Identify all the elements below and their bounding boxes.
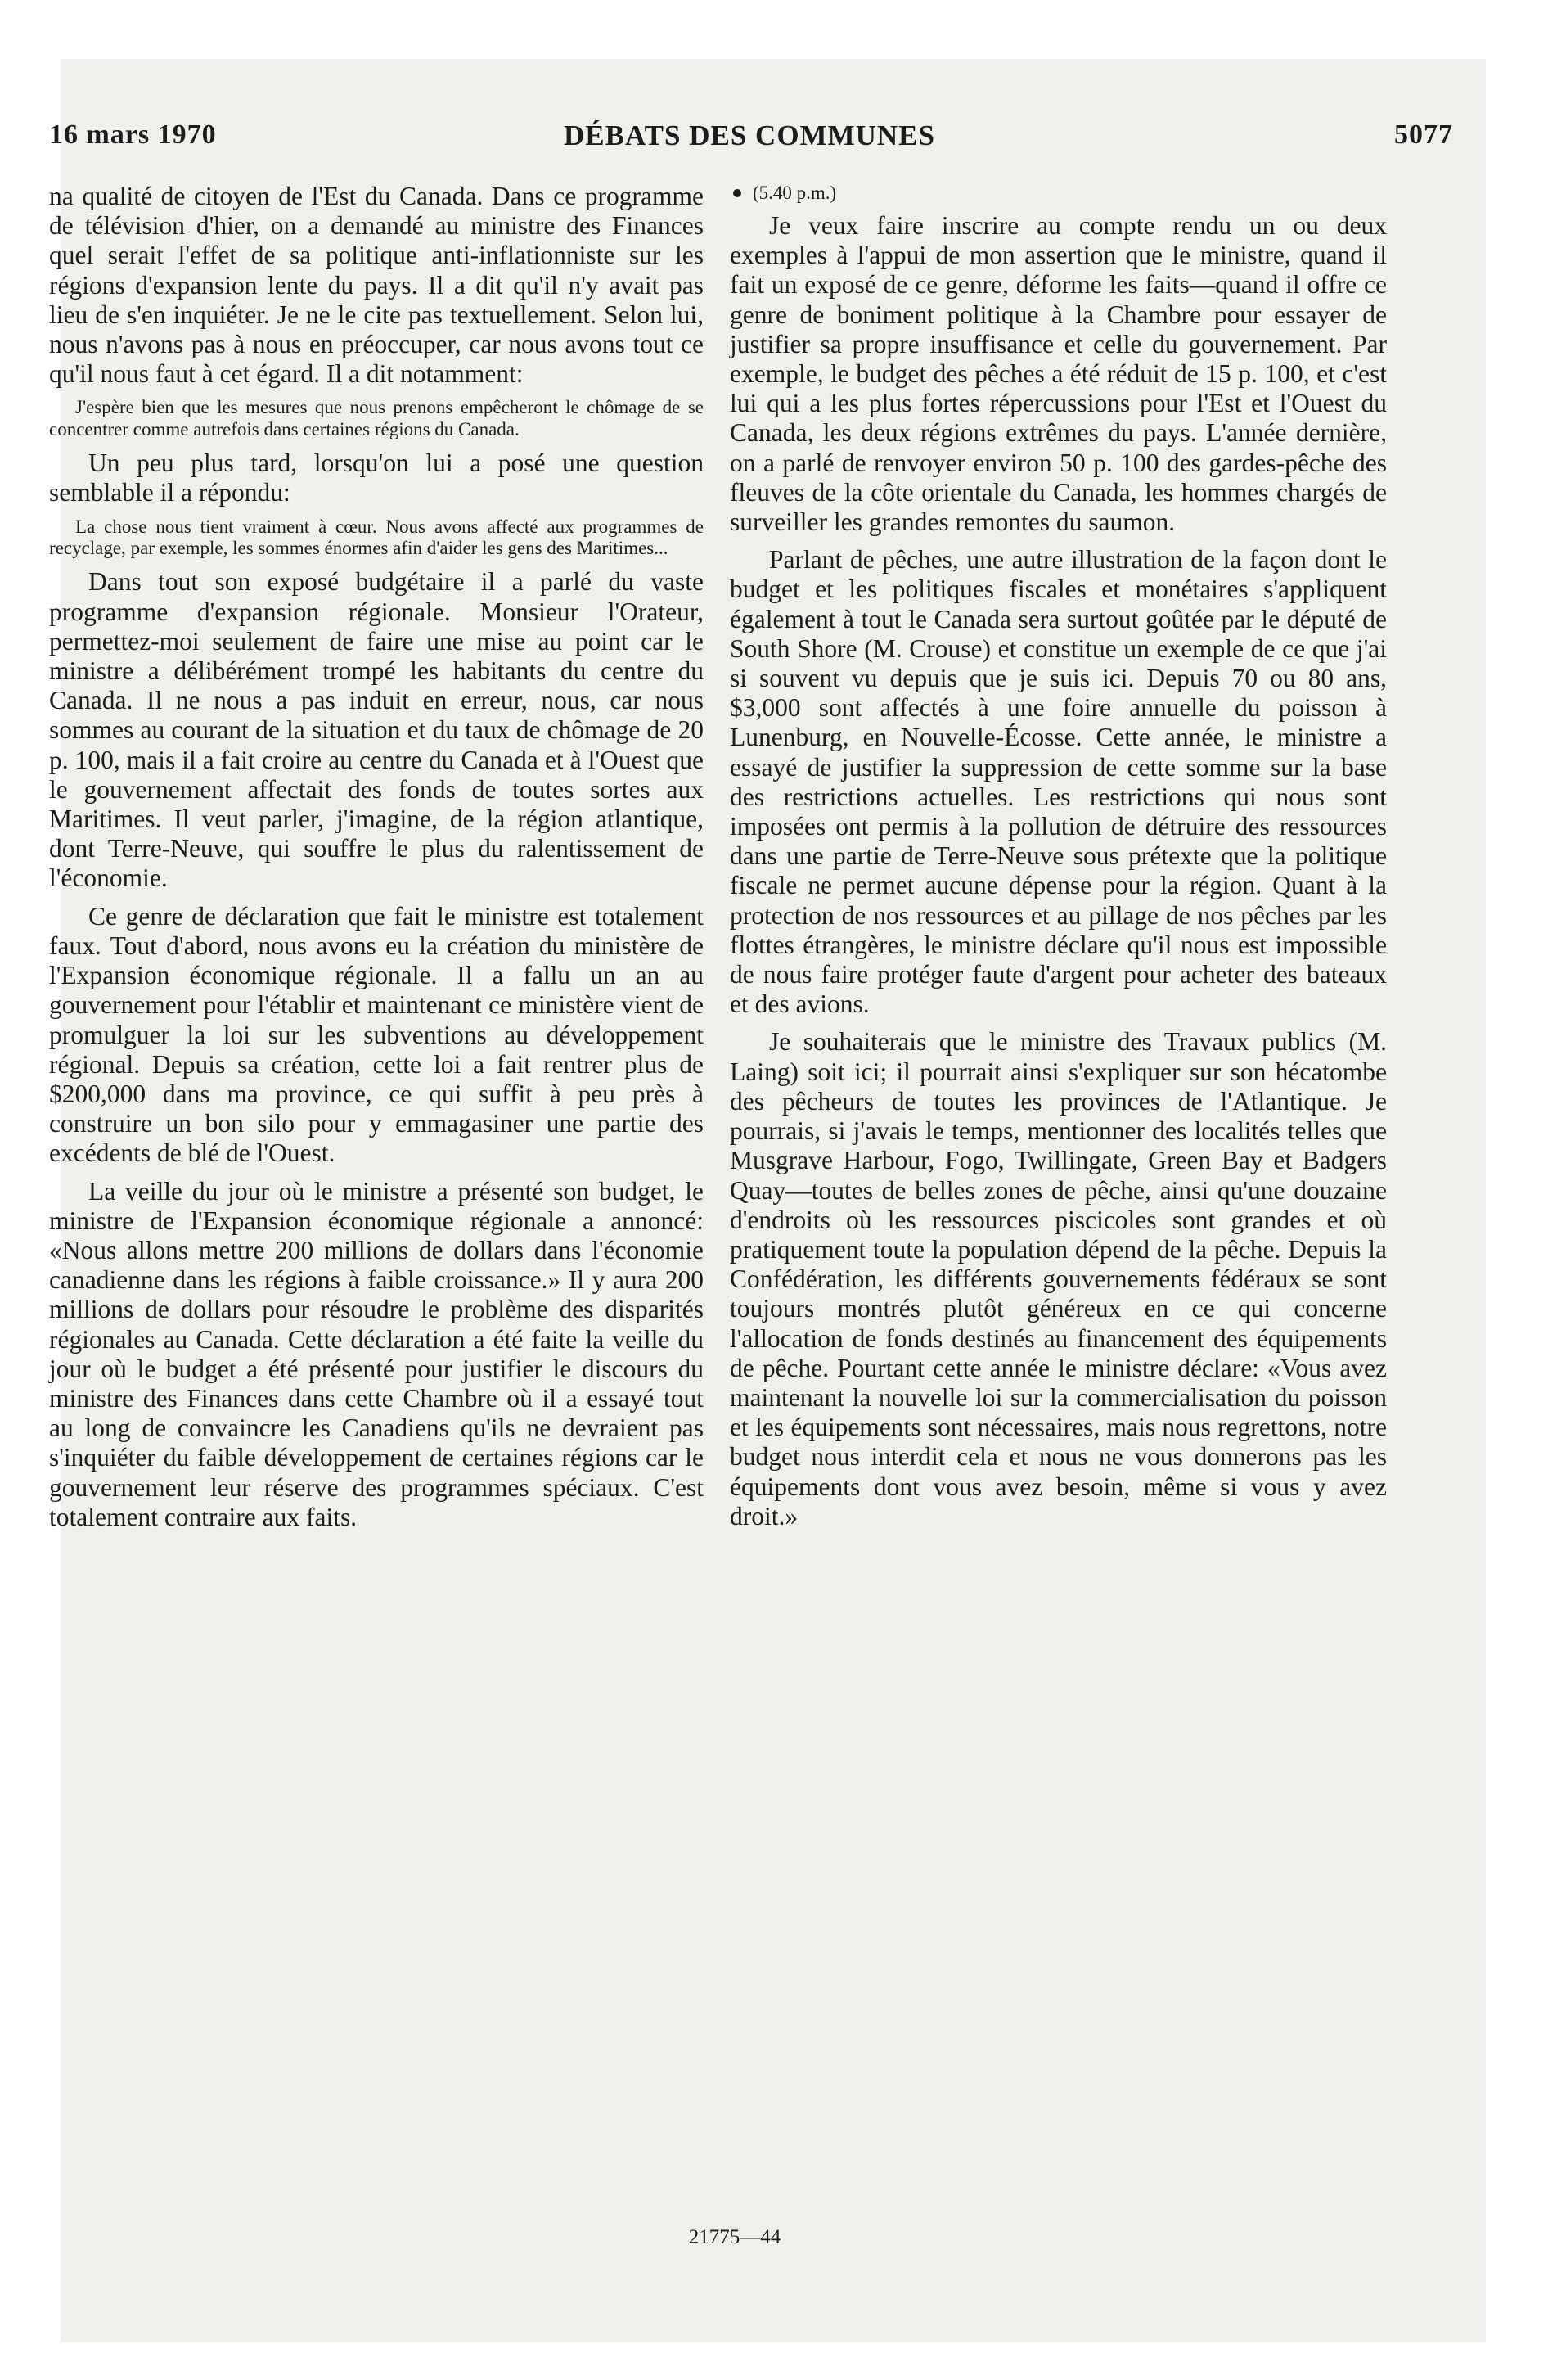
header-date: 16 mars 1970 [49, 119, 217, 150]
quotation: J'espère bien que les mesures que nous prenons empêcheront le chômage de se concentrer comme autrefois dans certaines régions du Canada. [49, 397, 704, 439]
footer-signature: 21775—44 [688, 2226, 781, 2248]
paragraph: Un peu plus tard, lorsqu'on lui a posé une question semblable il a répondu: [49, 449, 704, 507]
time-stamp: (5.40 p.m.) [753, 183, 837, 203]
paragraph: Ce genre de déclaration que fait le ministre est totalement faux. Tout d'abord, nous avons eu la création du ministère de l'Expansion économique régionale. Il a fallu un an au gouvernement pour l'établir et maintenant ce ministère vient de promulguer la loi sur les subventions au développement régional. Depuis sa création, cette loi a fait rentrer plus de $200,000 dans ma province, ce qui suffit à peu près à construire un bon silo pour y emmagasiner une partie des excédents de blé de l'Ouest. [49, 901, 704, 1168]
paragraph: Dans tout son exposé budgétaire il a parlé du vaste programme d'expansion régionale. Monsieur l'Orateur, permettez-moi seulement de faire une mise au point car le ministre a délibérément trompé les habitants du centre du Canada. Il ne nous a pas induit en erreur, nous, car nous sommes au courant de la situation et du taux de chômage de 20 p. 100, mais il a fait croire au centre du Canada et à l'Ouest que le gouvernement affectait des fonds de toutes sortes aux Maritimes. Il veut parler, j'imagine, de la région atlantique, dont Terre-Neuve, qui souffre le plus du ralentissement de l'économie. [49, 567, 704, 893]
left-column [49, 182, 704, 1532]
page-number: 5077 [1394, 119, 1453, 150]
time-marker [730, 182, 1387, 205]
right-column [730, 182, 1387, 1531]
paragraph: na qualité de citoyen de l'Est du Canada. Dans ce programme de télévision d'hier, on a demandé au ministre des Finances quel serait l'effet de sa politique anti-inflationniste sur les régions d'expansion lente du pays. Il a dit qu'il n'y avait pas lieu de s'en inquiéter. Je ne le cite pas textuellement. Selon lui, nous n'avons pas à nous en préoccuper, car nous avons tout ce qu'il nous faut à cet égard. Il a dit notamment: [49, 182, 704, 389]
paragraph: Je souhaiterais que le ministre des Travaux publics (M. Laing) soit ici; il pourrait ainsi s'expliquer sur son hécatombe des pêcheurs de toutes les provinces de l'Atlantique. Je pourrais, si j'avais le temps, mentionner des localités telles que Musgrave Harbour, Fogo, Twillingate, Green Bay et Badgers Quay—toutes de belles zones de pêche, ainsi qu'une douzaine d'endroits où les ressources piscicoles sont grandes et où pratiquement toute la population dépend de la pêche. Depuis la Confédération, les différents gouvernements fédéraux se sont toujours montrés plutôt généreux en ce qui concerne l'allocation de fonds destinés au financement des équipements de pêche. Pourtant cette année le ministre déclare: «Vous avez maintenant la nouvelle loi sur la commercialisation du poisson et les équipements sont nécessaires, mais nous regrettons, notre budget nous interdit cela et nous ne vous donnerons pas les équipements dont vous avez besoin, même si vous y avez droit.» [730, 1027, 1387, 1530]
paragraph: Parlant de pêches, une autre illustration de la façon dont le budget et les politiques fiscales et monétaires s'appliquent également à tout le Canada sera surtout goûtée par le député de South Shore (M. Crouse) et constitue un exemple de ce que j'ai si souvent vu depuis que je suis ici. Depuis 70 ou 80 ans, $3,000 sont affectés à une foire annuelle du poisson à Lunenburg, en Nouvelle-Écosse. Cette année, le ministre a essayé de justifier la suppression de cette somme sur la base des restrictions actuelles. Les restrictions qui nous sont imposées ont permis à la pollution de détruire des ressources dans une partie de Terre-Neuve sous prétexte que la politique fiscale ne permet aucune dépense pour la région. Quant à la protection de nos ressources et au pillage de nos pêches par les flottes étrangères, le ministre déclare qu'il nous est impossible de nous faire protéger faute d'argent pour acheter des bateaux et des avions. [730, 545, 1387, 1019]
bullet-icon [733, 189, 741, 197]
paragraph: La veille du jour où le ministre a présenté son budget, le ministre de l'Expansion économique régionale a annoncé: «Nous allons mettre 200 millions de dollars dans l'économie canadienne dans les régions à faible croissance.» Il y aura 200 millions de dollars pour résoudre le problème des disparités régionales au Canada. Cette déclaration a été faite la veille du jour où le budget a été présenté pour justifier le discours du ministre des Finances dans cette Chambre où il a essayé tout au long de convaincre les Canadiens qu'ils ne devraient pas s'inquiéter du faible développement de certaines régions car le gouvernement leur réserve des programmes spéciaux. C'est totalement contraire aux faits. [49, 1176, 704, 1531]
quotation: La chose nous tient vraiment à cœur. Nous avons affecté aux programmes de recyclage, par exemple, les sommes énormes afin d'aider les gens des Maritimes... [49, 516, 704, 559]
header-title: DÉBATS DES COMMUNES [564, 119, 935, 151]
paragraph: Je veux faire inscrire au compte rendu un ou deux exemples à l'appui de mon assertion que le ministre, quand il fait un exposé de ce genre, déforme les faits—quand il offre ce genre de boniment politique à la Chambre pour essayer de justifier sa propre insuffisance et celle du gouvernement. Par exemple, le budget des pêches a été réduit de 15 p. 100, et c'est lui qui a les plus fortes répercussions pour l'Est et l'Ouest du Canada, les deux régions extrêmes du pays. L'année dernière, on a parlé de renvoyer environ 50 p. 100 des gardes-pêche des fleuves de la côte orientale du Canada, les hommes chargés de surveiller les grandes remontes du saumon. [730, 211, 1387, 537]
